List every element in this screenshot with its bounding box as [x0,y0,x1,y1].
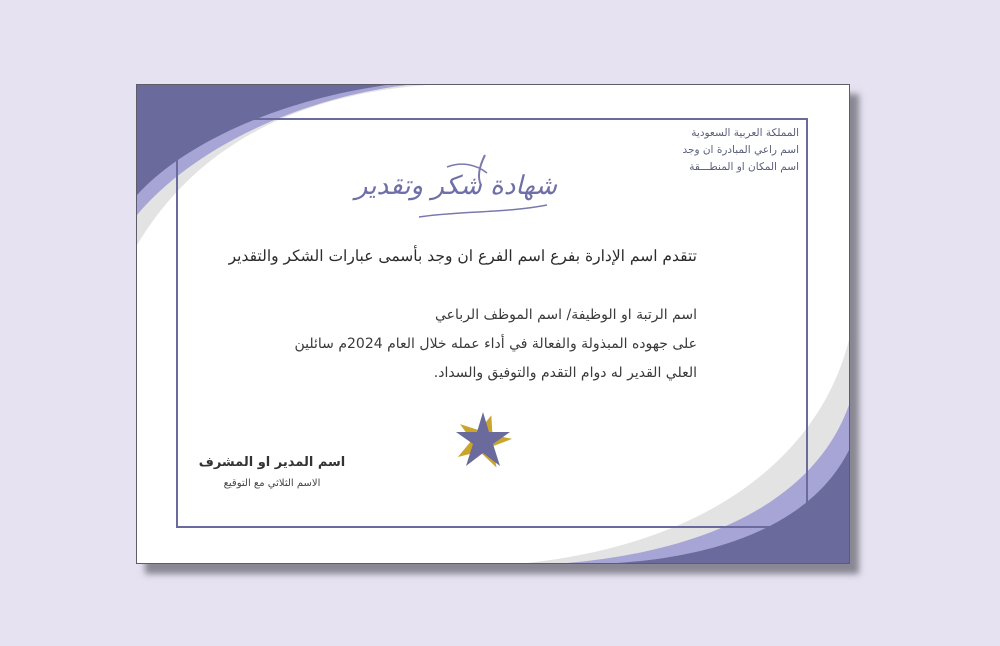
header-line-location: اسم المكان او المنطـــقة [689,161,799,173]
header-line-country: المملكة العربية السعودية [691,127,799,139]
body-line-2: العلي القدير له دوام التقدم والتوفيق والسداد. [433,365,697,381]
star-emblem-icon [452,410,514,472]
body-line-1: على جهوده المبذولة والفعالة في أداء عمله خلال العام 2024م سائلين [294,336,697,352]
intro-line: تتقدم اسم الإدارة بفرع اسم الفرع ان وجد بأسمى عبارات الشكر والتقدير [228,247,697,265]
header-block [559,125,799,176]
signature-block [197,455,347,489]
title-text: شهادة شكر وتقدير [354,171,557,201]
certificate-title [354,147,557,229]
header-line-sponsor: اسم راعي المبادرة ان وجد [682,144,799,156]
recipient-line: اسم الرتبة او الوظيفة/ اسم الموظف الرباعي [435,307,697,323]
certificate-body [237,301,697,388]
signer-name: اسم المدير او المشرف [198,455,346,470]
signer-note: الاسم الثلاثي مع التوقيع [223,478,321,489]
certificate-card [136,84,850,564]
